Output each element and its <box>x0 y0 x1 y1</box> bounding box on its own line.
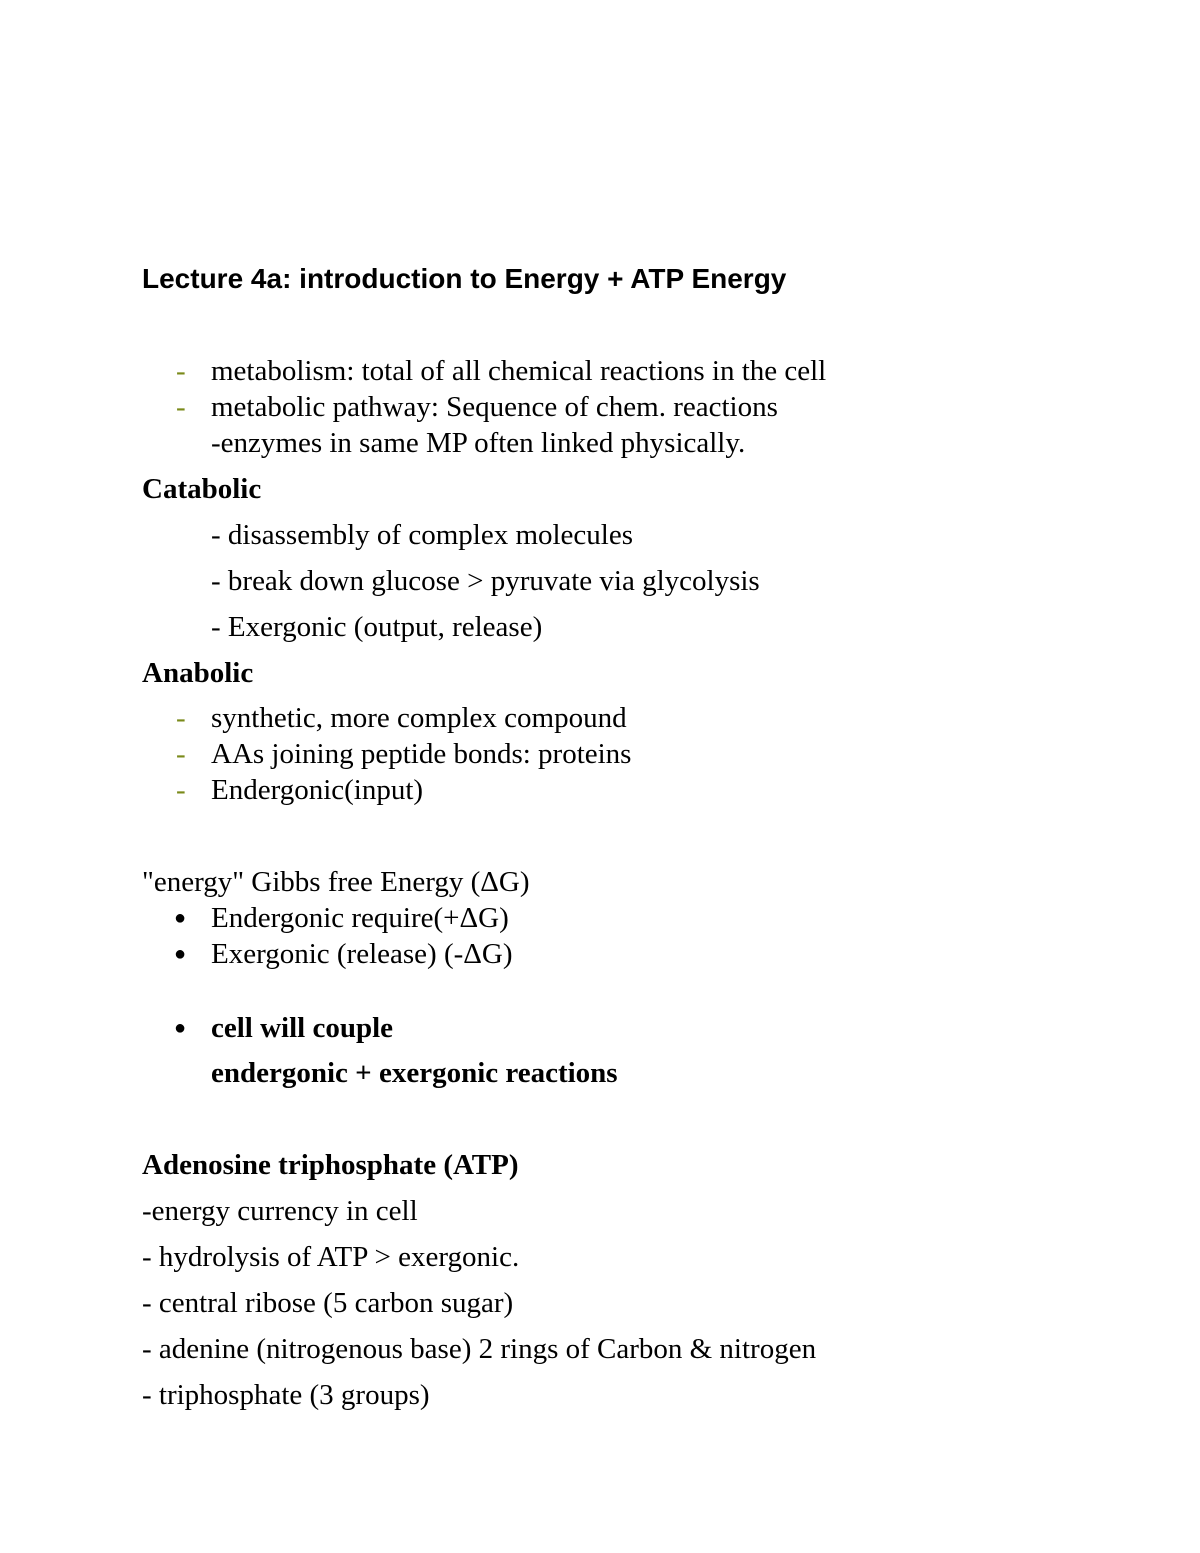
dash-marker: - <box>176 391 186 423</box>
section-heading-catabolic: Catabolic <box>142 473 262 505</box>
page-title: Lecture 4a: introduction to Energy + ATP Energy <box>142 263 787 294</box>
list-item: - break down glucose > pyruvate via glycolysis <box>211 565 760 597</box>
list-item: Endergonic(input) <box>211 774 424 806</box>
list-item: -energy currency in cell <box>142 1195 418 1227</box>
list-item: - Exergonic (output, release) <box>211 611 543 643</box>
list-item: synthetic, more complex compound <box>211 702 627 734</box>
section-heading-anabolic: Anabolic <box>142 657 254 689</box>
bullet-item: Exergonic (release) (-ΔG) <box>211 938 513 970</box>
bullet-icon: ● <box>174 943 187 965</box>
list-item: - adenine (nitrogenous base) 2 rings of Carbon & nitrogen <box>142 1333 817 1365</box>
list-item: - hydrolysis of ATP > exergonic. <box>142 1241 520 1273</box>
list-item: - disassembly of complex molecules <box>211 519 634 551</box>
section-heading-atp: Adenosine triphosphate (ATP) <box>142 1149 519 1181</box>
dash-marker: - <box>176 355 186 387</box>
list-item: - triphosphate (3 groups) <box>142 1379 430 1411</box>
list-item: - central ribose (5 carbon sugar) <box>142 1287 514 1319</box>
dash-marker: - <box>176 774 186 806</box>
bullet-icon: ● <box>174 1017 187 1039</box>
list-item: metabolism: total of all chemical reactions in the cell <box>211 355 827 387</box>
sub-note: -enzymes in same MP often linked physically. <box>211 427 746 459</box>
list-item: AAs joining peptide bonds: proteins <box>211 738 632 770</box>
bullet-icon: ● <box>174 907 187 929</box>
bullet-item-bold-continued: endergonic + exergonic reactions <box>211 1057 618 1089</box>
energy-heading: "energy" Gibbs free Energy (ΔG) <box>142 866 530 898</box>
list-item: metabolic pathway: Sequence of chem. reactions <box>211 391 778 423</box>
bullet-item: Endergonic require(+ΔG) <box>211 902 509 934</box>
dash-marker: - <box>176 738 186 770</box>
dash-marker: - <box>176 702 186 734</box>
bullet-item-bold: cell will couple <box>211 1012 394 1044</box>
